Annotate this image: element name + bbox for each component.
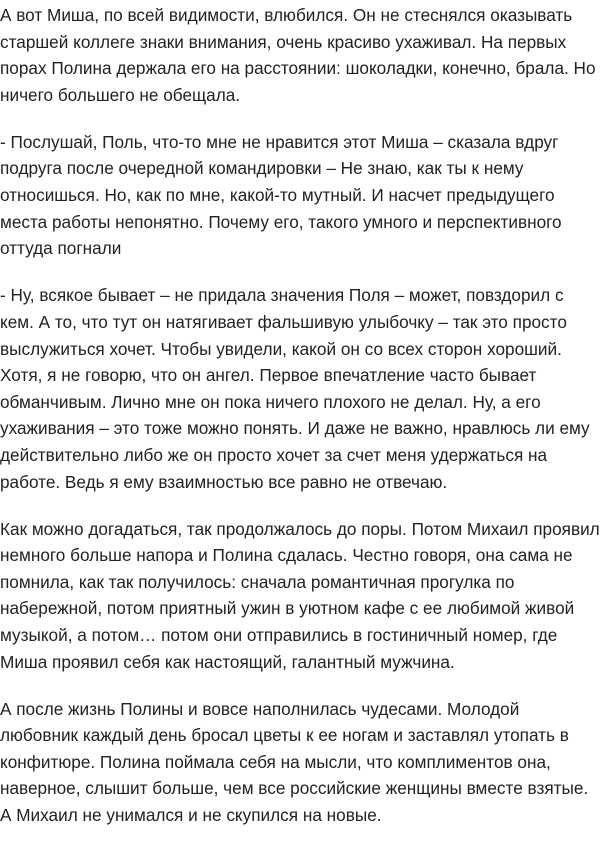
paragraph-5: А после жизнь Полины и вовсе наполнилась чудесами. Молодой любовник каждый день бросал цветы к ее ногам и заставлял утопать в конфитюре. Полина поймала себя на мысли, что комплиментов она, наверное, слышит больше, чем все российские женщины вместе взятые. А Михаил не унимался и не скупился на новые. — [0, 698, 589, 826]
paragraph-2: - Послушай, Поль, что-то мне не нравится этот Миша – сказала вдруг подруга после очередной командировки – Не знаю, как ты к нему относишься. Но, как по мне, какой-то мутный. И насчет предыдущего места работы непонятно. Почему его, такого умного и перспективного оттуда погнали — [0, 131, 562, 259]
paragraph-4: Как можно догадаться, так продолжалось до поры. Потом Михаил проявил немного больше напора и Полина сдалась. Честно говоря, она сама не помнила, как так получилось: сначала романтичная прогулка по набережной, потом приятный ужин в уютном кафе с ее любимой живой музыкой, а потом… потом они отправились в гостиничный номер, где Миша проявил себя как настоящий, галантный мужчина. — [0, 518, 600, 672]
paragraph-3: - Ну, всякое бывает – не придала значения Поля – может, повздорил с кем. А то, что тут он натягивает фальшивую улыбочку – так это просто выслужиться хочет. Чтобы увидели, какой он со всех сторон хороший. Хотя, я не говорю, что он ангел. Первое впечатление часто бывает обманчивым. Лично мне он пока ничего плохого не делал. Ну, а его ухаживания – это тоже можно понять. И даже не важно, нравлюсь ли ему действительно либо же он просто хочет за счет меня удержаться на работе. Ведь я ему взаимностью все равно не отвечаю. — [0, 285, 590, 492]
paragraph-1: А вот Миша, по всей видимости, влюбился. Он не стеснялся оказывать старшей коллеге знаки внимания, очень красиво ухаживал. На первых порах Полина держала его на расстоянии: шоколадки, конечно, брала. Но ничего большего не обещала. — [0, 5, 596, 105]
